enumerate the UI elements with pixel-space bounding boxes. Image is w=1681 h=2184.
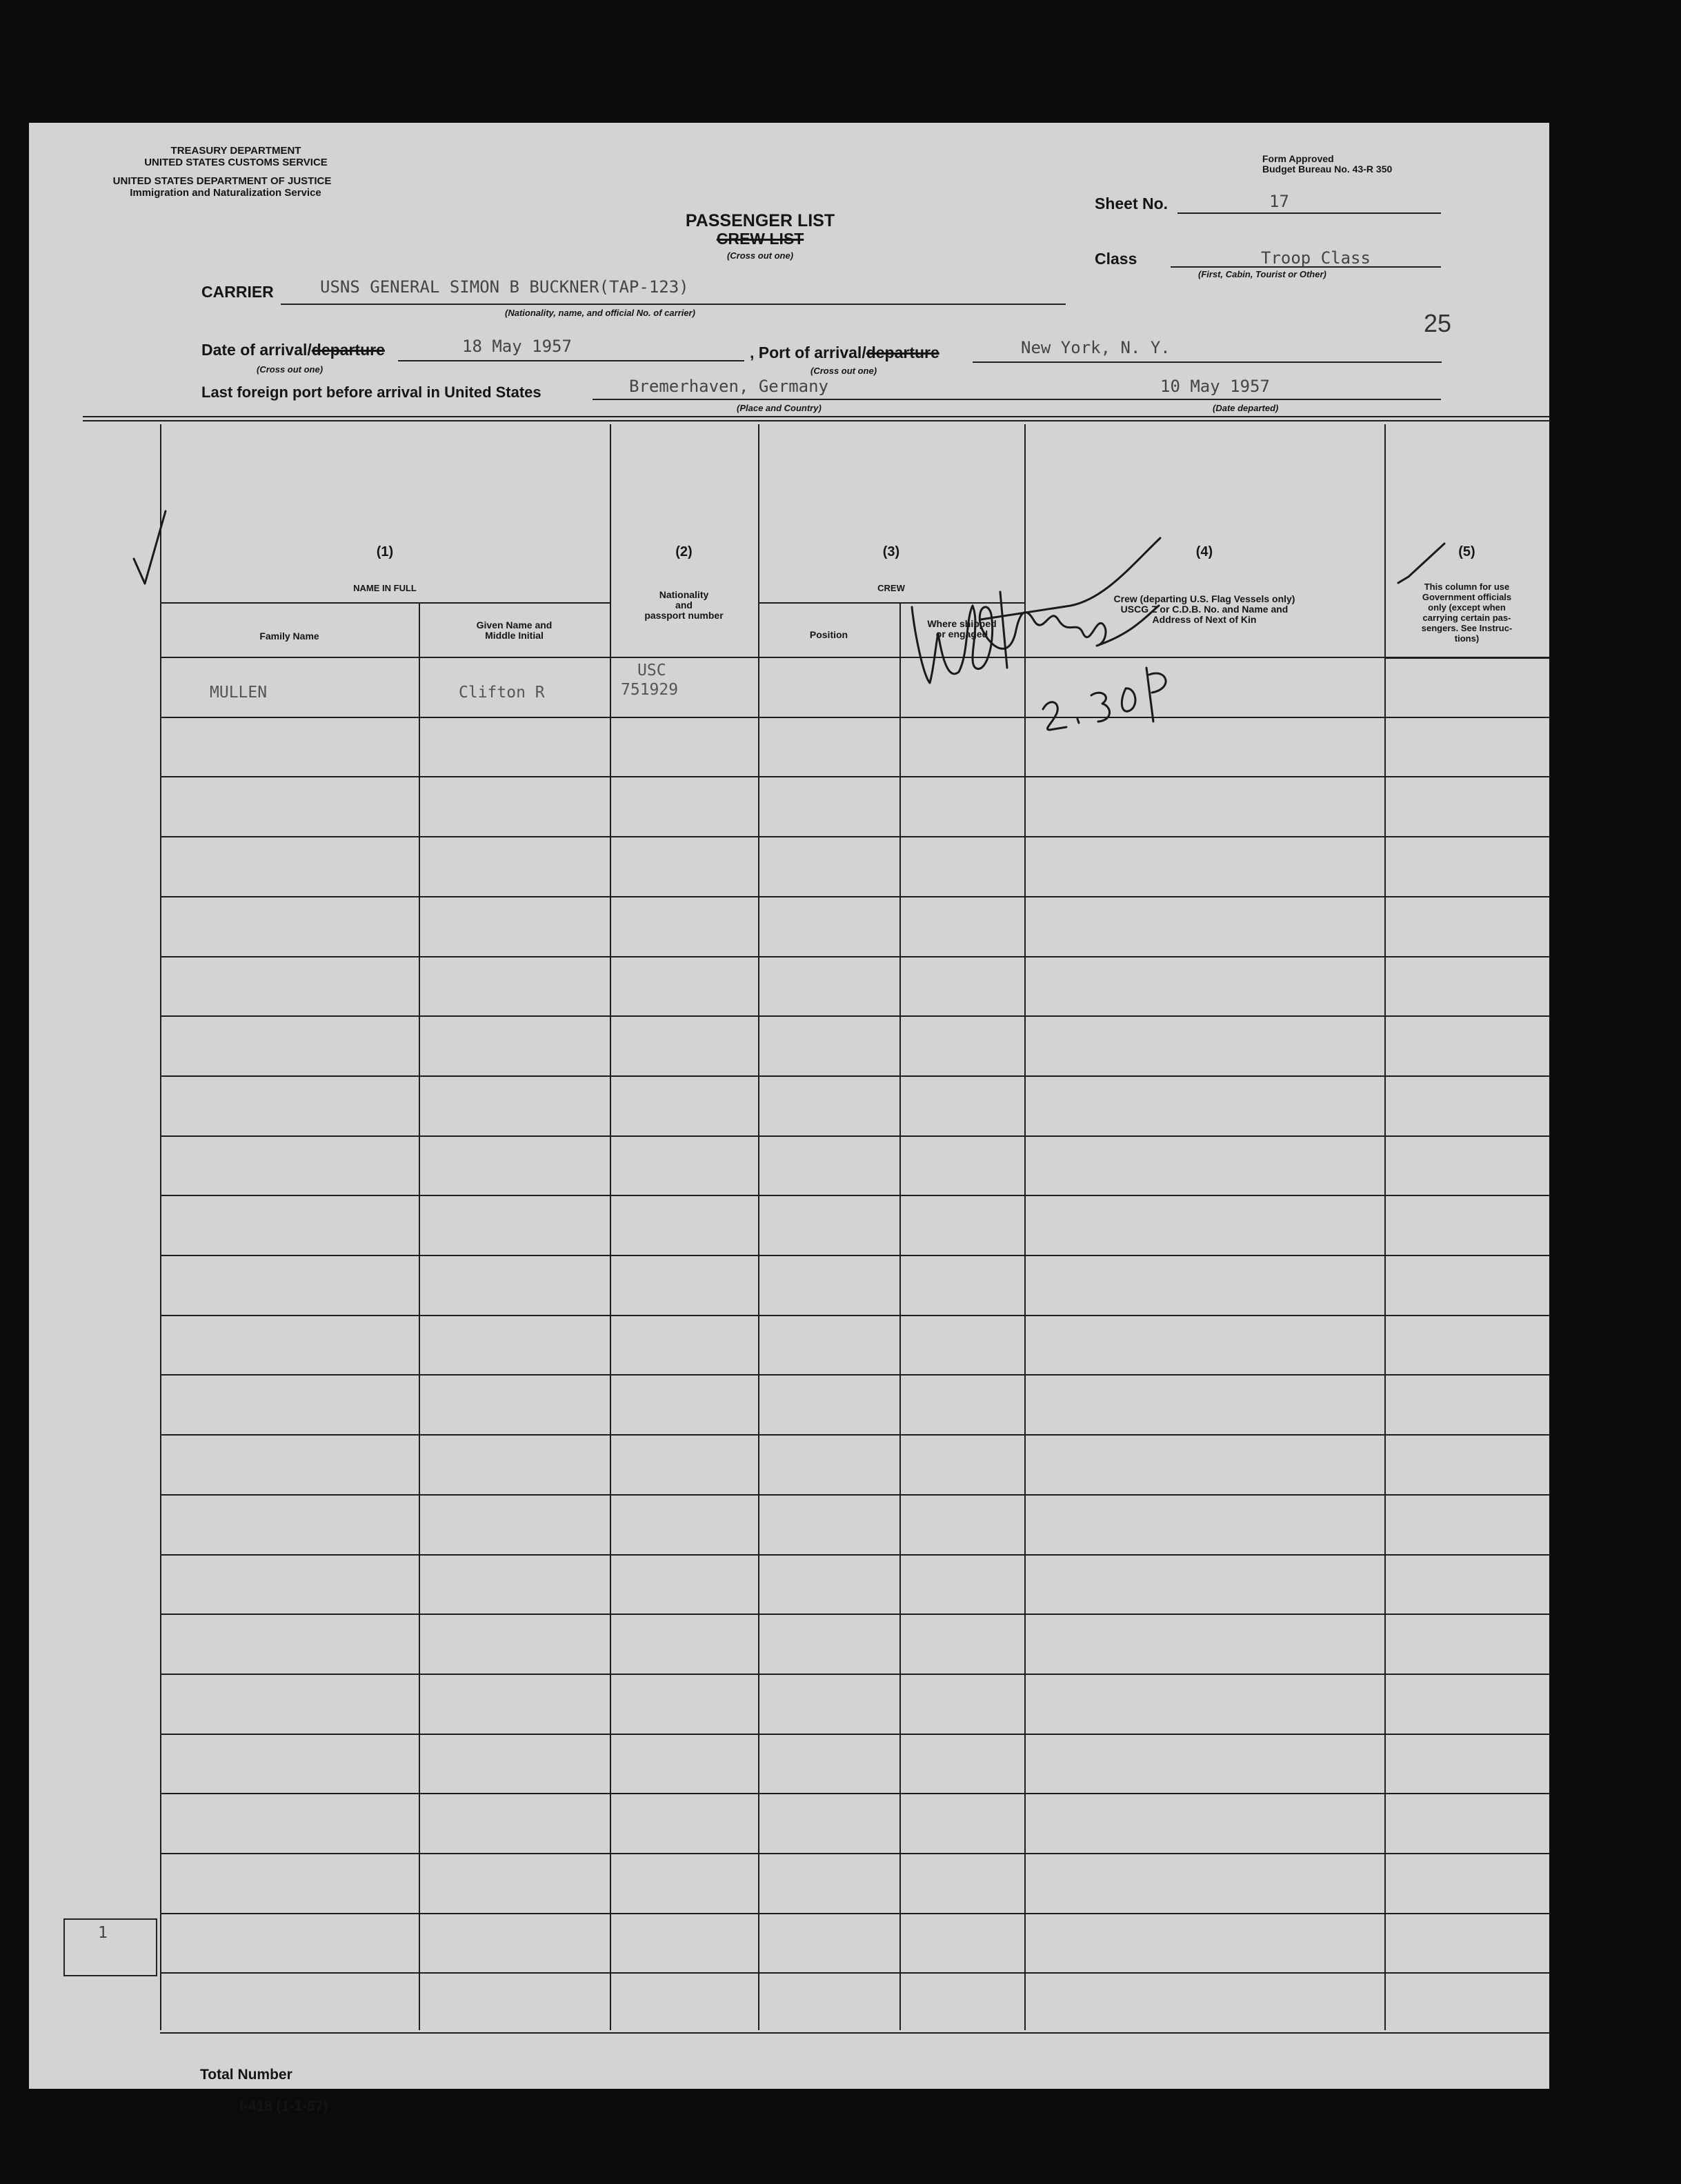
page-number: 25 — [1424, 309, 1452, 337]
total-number-box — [63, 1918, 157, 1976]
date-arrival-label-text: Date of arrival/ — [201, 341, 312, 359]
form-number: I-418 (1-1-57) — [239, 2098, 328, 2114]
last-port-value: Bremerhaven, Germany — [629, 377, 828, 396]
carrier-label: CARRIER — [201, 283, 274, 301]
col5-line2: Government officials — [1422, 592, 1512, 602]
handwritten-marks — [29, 123, 1549, 2089]
shipped-line1: Where shipped — [927, 618, 997, 629]
family-name-header: Family Name — [259, 631, 319, 642]
crew-list-title: CREW LIST — [716, 230, 804, 248]
signature-scribble — [912, 538, 1160, 683]
col4-line1: Crew (departing U.S. Flag Vessels only) — [1113, 593, 1295, 604]
title-instruction: (Cross out one) — [726, 250, 794, 261]
col5-line1: This column for use — [1424, 582, 1510, 592]
port-departure-struck: departure — [866, 344, 939, 361]
class-label: Class — [1095, 250, 1137, 268]
passport-cell: 751929 — [621, 681, 679, 699]
form-approved-line2: Budget Bureau No. 43-R 350 — [1262, 163, 1393, 175]
passenger-list-title: PASSENGER LIST — [685, 211, 835, 230]
row-checkmark-right — [1398, 544, 1444, 583]
col5-line3: only (except when — [1428, 602, 1506, 613]
col4-line3: Address of Next of Kin — [1152, 614, 1257, 625]
ins-service: Immigration and Naturalization Service — [130, 187, 321, 199]
family-name-cell: MULLEN — [210, 684, 268, 702]
justice-dept: UNITED STATES DEPARTMENT OF JUSTICE — [112, 175, 332, 187]
col1-number: (1) — [376, 544, 394, 559]
sheet-no-label: Sheet No. — [1095, 195, 1168, 212]
customs-service: UNITED STATES CUSTOMS SERVICE — [144, 157, 328, 168]
total-number-value: 1 — [98, 1924, 108, 1942]
class-note: (First, Cabin, Tourist or Other) — [1198, 269, 1326, 279]
crew-header: CREW — [877, 583, 905, 593]
col5-line5: sengers. See Instruc- — [1421, 623, 1513, 633]
date-departure-struck: departure — [311, 341, 385, 359]
col5-line4: carrying certain pas- — [1422, 613, 1511, 623]
col4-number: (4) — [1195, 544, 1213, 559]
date-cross-out-note: (Cross out one) — [257, 364, 324, 375]
given-name-cell: Clifton R — [459, 684, 545, 702]
port-comma: , — [750, 344, 755, 361]
port-cross-out-note: (Cross out one) — [810, 366, 877, 376]
col2-number: (2) — [675, 544, 693, 559]
col3-number: (3) — [882, 544, 900, 559]
class-value: Troop Class — [1261, 248, 1371, 268]
arrival-date-value: 18 May 1957 — [462, 337, 572, 356]
carrier-note: (Nationality, name, and official No. of carrier) — [505, 308, 695, 318]
form-sheet — [29, 123, 1549, 2114]
position-header: Position — [809, 629, 848, 640]
date-departed-note: (Date departed) — [1213, 403, 1279, 413]
total-number-label: Total Number — [200, 2067, 292, 2083]
col1-title: NAME IN FULL — [353, 583, 417, 593]
port-label-text: Port of arrival/ — [758, 344, 866, 361]
shipped-line2: or engaged — [935, 628, 988, 639]
col5-number: (5) — [1458, 544, 1475, 559]
date-departed-value: 10 May 1957 — [1160, 377, 1270, 396]
port-value: New York, N. Y. — [1021, 338, 1171, 357]
col5-line6: tions) — [1454, 633, 1480, 644]
last-port-note: (Place and Country) — [737, 403, 822, 413]
given-name-line2: Middle Initial — [485, 630, 544, 641]
nationality-line1: Nationality — [659, 589, 709, 600]
row-checkmark-left — [134, 511, 166, 584]
form-approved-line1: Form Approved — [1262, 153, 1334, 164]
given-name-line1: Given Name and — [476, 619, 553, 631]
col4-line2: USCG Z or C.D.B. No. and Name and — [1120, 604, 1289, 615]
treasury-dept: TREASURY DEPARTMENT — [170, 145, 301, 157]
nationality-line2: and — [675, 599, 693, 610]
sheet-no-value: 17 — [1269, 192, 1289, 211]
nationality-cell-line1: USC — [637, 662, 666, 679]
handwritten-time — [1043, 668, 1166, 730]
nationality-line3: passport number — [644, 610, 724, 621]
carrier-value: USNS GENERAL SIMON B BUCKNER(TAP-123) — [320, 277, 689, 297]
last-port-label: Last foreign port before arrival in United States — [201, 384, 541, 401]
